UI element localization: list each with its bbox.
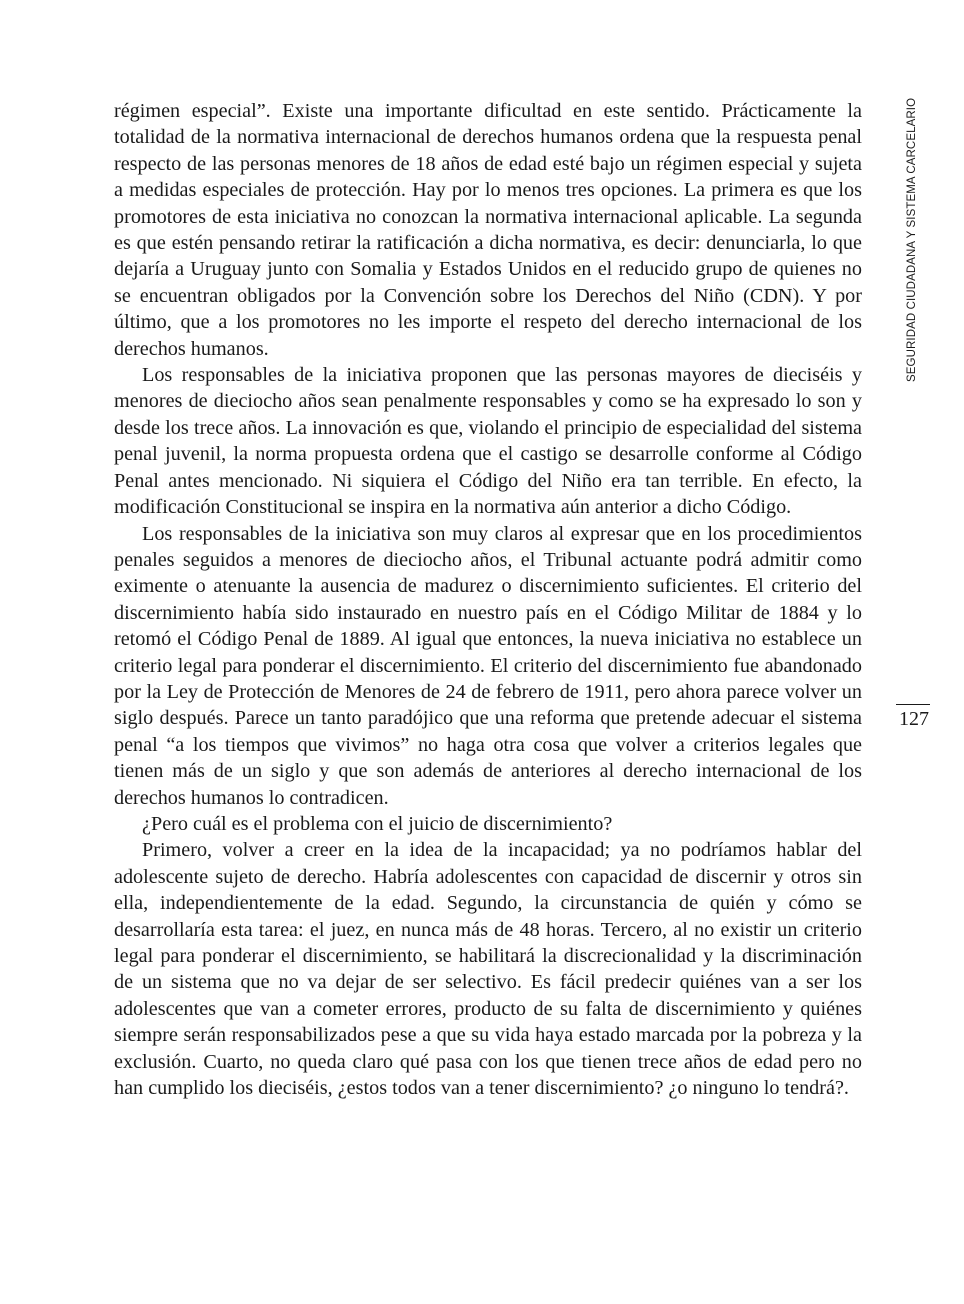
page-number: 127 (899, 708, 929, 730)
running-head: SEGURIDAD CIUDADANA Y SISTEMA CARCELARIO (906, 97, 918, 382)
paragraph-question: ¿Pero cuál es el problema con el juicio de discernimiento? (142, 812, 613, 835)
body-text (114, 98, 862, 1101)
paragraph-discernimiento: Los responsables de la iniciativa son muy claros al expresar que en los procedimientos penales seguidos a menores de dieciocho años, el Tribunal actuante podrá admitir como eximente o atenuante la ausencia de madurez o discernimiento suficientes. El criterio del discernimiento había sido instaurado en nuestro país en el Código Militar de 1884 y lo retomó el Código Penal de 1889. Al igual que entonces, la nueva iniciativa no establece un criterio legal para ponderar el discernimiento. El criterio del discernimiento fue abandonado por la Ley de Protección de Menores de 24 de febrero de 1911, pero ahora parece volver un siglo después. Parece un tanto paradójico que una reforma que pretende adecuar el sistema penal “a los tiempos que vivimos” no haga otra cosa que volver a criterios legales que tienen más de un siglo y que son además de anteriores al derecho internacional de los derechos humanos lo contradicen. (114, 522, 862, 809)
paragraph-problemas: Primero, volver a creer en la idea de la incapacidad; ya no podríamos hablar del adolescente sujeto de derecho. Habría adolescentes con capacidad de discernir y otros sin ella, independientemente de la edad. Segundo, la circunstancia de quién y cómo se desarrollaría esta tarea: el juez, en nunca más de 48 horas. Tercero, al no existir un criterio legal para ponderar el discernimiento, se habilitará la discrecionalidad y la discriminación de un sistema que no va dejar de ser selectivo. Es fácil predecir quiénes van a ser los adolescentes que van a cometer errores, producto de su falta de discernimiento y quiénes siempre serán responsabilizados pese a que su vida haya estado marcada por la pobreza y la exclusión. Cuarto, no queda claro qué pasa con los que tienen trece años de edad pero no han cumplido los dieciséis, ¿estos todos van a tener discernimiento? ¿o ninguno lo tendrá?. (114, 839, 862, 1100)
folio-rule (896, 704, 930, 705)
paragraph-continuation: régimen especial”. Existe una importante dificultad en este sentido. Prácticamente la totalidad de la normativa internacional de derechos humanos ordena que la respuesta penal respecto de las personas menores de 18 años de edad esté bajo un régimen especial y sujeta a medidas especiales de protección. Hay por lo menos tres opciones. La primera es que los promotores de esta iniciativa no conozcan la normativa internacional aplicable. La segunda es que estén pensando retirar la ratificación a dicha normativa, es decir: denunciarla, lo que dejaría a Uruguay junto con Somalia y Estados Unidos en el reducido grupo de quienes no se encuentran obligados por la Convención sobre los Derechos del Niño (CDN). Y por último, que a los promotores no les importe el respeto del derecho internacional de los derechos humanos. (114, 100, 862, 360)
paragraph-responsables-propuesta: Los responsables de la iniciativa proponen que las personas mayores de dieciséis y menores de dieciocho años sean penalmente responsables y como se ha expresado lo son y desde los trece años. La innovación es que, violando el principio de especialidad del sistema penal juvenil, la norma propuesta ordena que el castigo se desarrolle conforme al Código Penal antes mencionado. Ni siquiera el Código del Niño era tan terrible. En efecto, la modificación Constitucional se inspira en la normativa aún anterior a dicho Código. (114, 364, 862, 519)
